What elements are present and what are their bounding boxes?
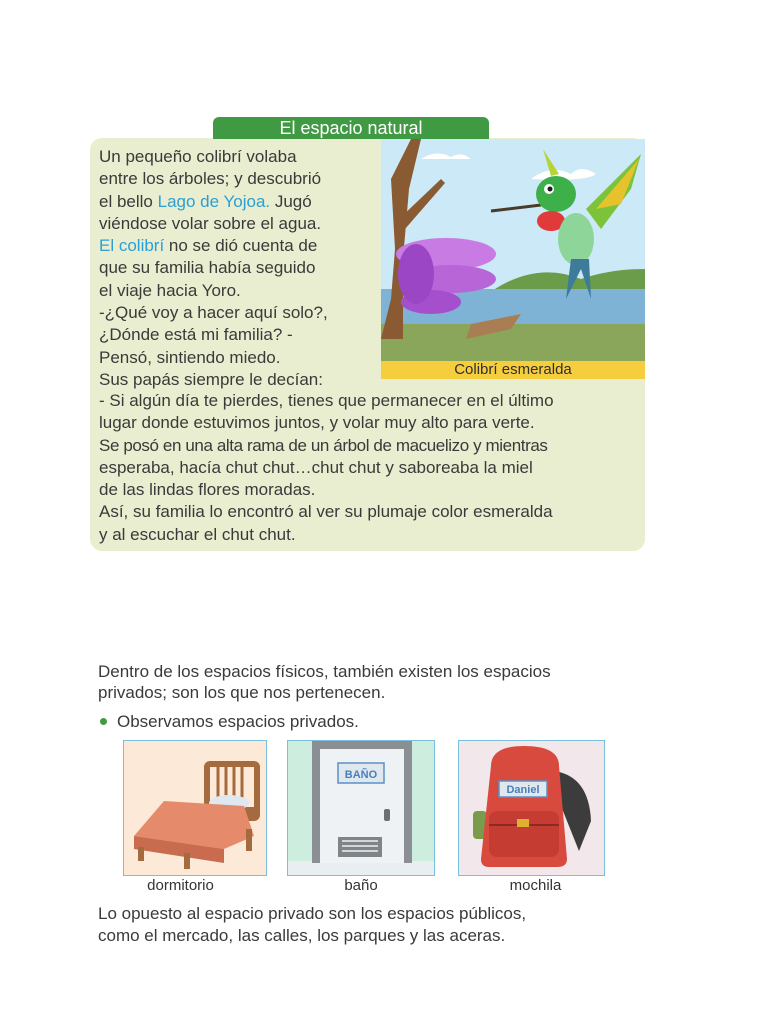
story-line: [99, 280, 389, 302]
bullet-icon: [100, 718, 107, 725]
intro-line: privados; son los que nos pertenecen.: [98, 683, 386, 702]
closing-line: como el mercado, las calles, los parques y las aceras.: [98, 925, 506, 945]
story-text-bottom: [99, 390, 639, 546]
story-line: y al escuchar el chut chut.: [99, 524, 296, 544]
story-text: el viaje hacia Yoro.: [99, 280, 241, 300]
bedroom-picture: [123, 740, 267, 876]
story-text: -¿Qué voy a hacer aquí solo?,: [99, 303, 328, 323]
door-icon: [288, 741, 435, 876]
hummingbird-illustration: [381, 139, 645, 363]
bathroom-label: baño: [344, 877, 378, 894]
bathroom-picture: [287, 740, 435, 876]
bag-tag-text: Daniel: [506, 784, 540, 796]
story-line: [99, 235, 389, 257]
story-line: Se posó en una alta rama de un árbol de macuelizo y mientras: [99, 435, 548, 455]
story-title: El espacio natural: [213, 117, 489, 139]
story-text: Un pequeño colibrí volaba: [99, 147, 297, 166]
backpack-icon: [459, 741, 605, 876]
story-line: - Si algún día te pierdes, tienes que permanecer en el último: [99, 391, 554, 410]
story-line: [99, 213, 389, 235]
story-text: entre los árboles; y descubrió: [99, 169, 322, 189]
intro-line: Dentro de los espacios físicos, también existen los espacios: [98, 662, 551, 681]
story-text: Jugó: [270, 191, 312, 211]
lago-yojoa-link: Lago de Yojoa.: [157, 191, 271, 211]
story-text: viéndose volar sobre el agua.: [99, 213, 322, 233]
el-colibri-link: El colibrí: [99, 236, 165, 256]
story-text-top: [99, 146, 389, 391]
story-line: [99, 302, 389, 324]
story-line: [99, 168, 389, 190]
story-line: esperaba, hacía chut chut…chut chut y saboreaba la miel: [99, 457, 533, 477]
story-line: [99, 324, 389, 346]
bullet-item: [98, 712, 359, 732]
bullet-text: Observamos espacios privados.: [117, 712, 359, 731]
illustration-caption: Colibrí esmeralda: [381, 361, 645, 379]
story-line: lugar donde estuvimos juntos, y volar muy alto para verte.: [99, 413, 535, 433]
story-line: Así, su familia lo encontró al ver su plumaje color esmeralda: [99, 502, 553, 522]
backpack-picture: [458, 740, 605, 876]
story-text: que su familia había seguido: [99, 258, 316, 278]
closing-line: Lo opuesto al espacio privado son los espacios públicos,: [98, 904, 527, 923]
story-line: [99, 347, 389, 369]
hummingbird-scene-icon: [381, 139, 645, 363]
bedroom-label: dormitorio: [147, 877, 214, 894]
bed-icon: [124, 741, 267, 876]
story-text: el bello: [99, 191, 158, 211]
door-sign-text: BAÑO: [344, 769, 378, 781]
intro-paragraph: [98, 661, 628, 703]
story-line: de las lindas flores moradas.: [99, 480, 316, 500]
story-text: Sus papás siempre le decían:: [99, 369, 323, 389]
story-text: no se dió cuenta de: [164, 236, 318, 256]
backpack-label: mochila: [509, 877, 562, 894]
story-line: [99, 257, 389, 279]
story-line: [99, 146, 389, 168]
closing-paragraph: [98, 903, 638, 946]
story-line: [99, 369, 389, 391]
story-text: ¿Dónde está mi familia? -: [99, 325, 293, 345]
story-text: Pensó, sintiendo miedo.: [99, 347, 281, 367]
story-line: [99, 191, 389, 213]
